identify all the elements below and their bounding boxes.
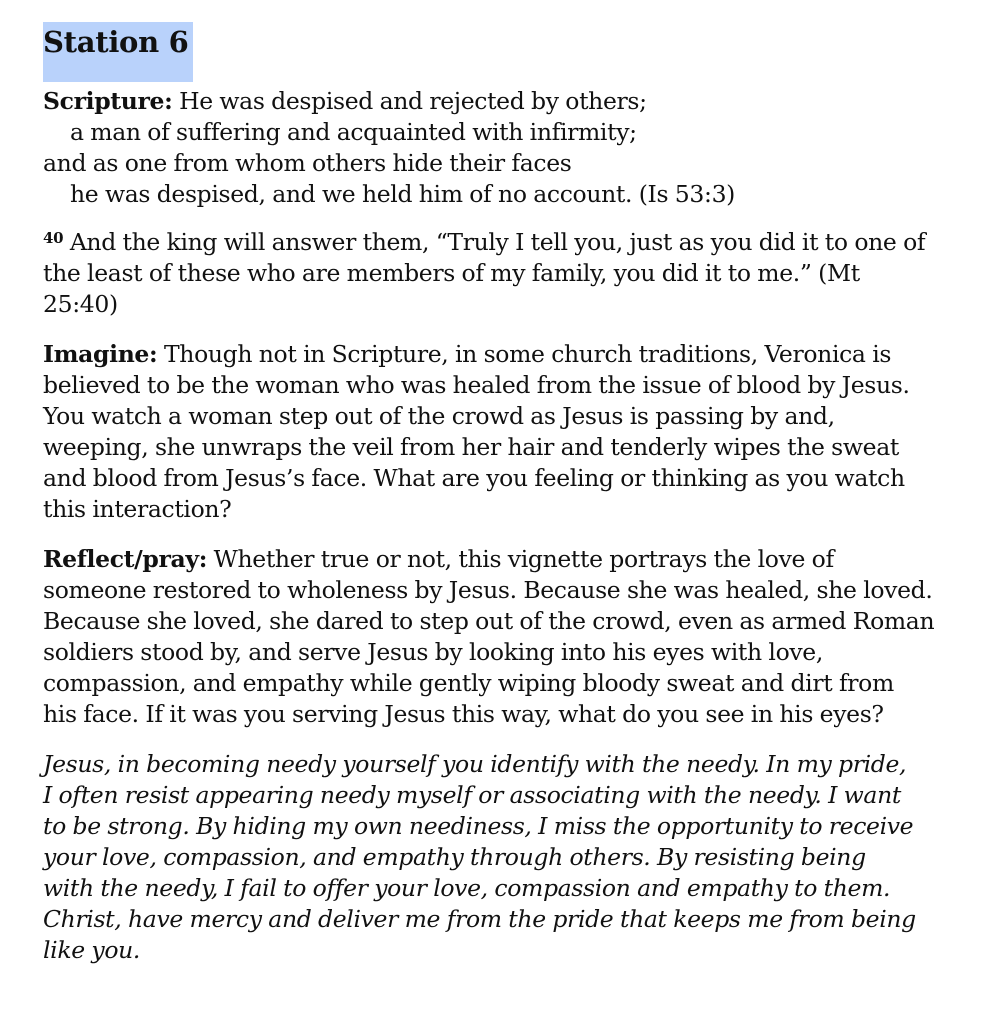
reflect-label: Reflect/pray:: [43, 545, 208, 573]
prayer-line: Christ, have mercy and deliver me from the pride that keeps me from being: [43, 905, 916, 933]
imagine-line: You watch a woman step out of the crowd as Jesus is passing by and,: [43, 402, 835, 430]
imagine-line: this interaction?: [43, 495, 232, 523]
imagine-text: Though not in Scripture, in some church traditions, Veronica is: [163, 340, 892, 368]
matthew-text: And the king will answer them, “Truly I tell you, just as you did it to one of: [69, 228, 926, 256]
matthew-paragraph: [43, 227, 973, 320]
reflect-line: soldiers stood by, and serve Jesus by looking into his eyes with love,: [43, 638, 823, 666]
scripture-line: and as one from whom others hide their faces: [43, 149, 572, 177]
scripture-paragraph: [43, 86, 973, 210]
scripture-line: a man of suffering and acquainted with infirmity;: [70, 118, 637, 146]
reflect-paragraph: [43, 544, 973, 730]
prayer-line: like you.: [43, 936, 141, 964]
prayer-line: your love, compassion, and empathy through others. By resisting being: [43, 843, 866, 871]
imagine-line: [43, 339, 973, 370]
station-heading: Station 6: [43, 25, 189, 59]
prayer-line: I often resist appearing needy myself or associating with the needy. I want: [43, 781, 901, 809]
reflect-line: compassion, and empathy while gently wiping bloody sweat and dirt from: [43, 669, 894, 697]
imagine-line: believed to be the woman who was healed from the issue of blood by Jesus.: [43, 371, 910, 399]
prayer-paragraph: [43, 749, 973, 966]
matthew-line: 25:40): [43, 290, 118, 318]
scripture-line: he was despised, and we held him of no account. (Is 53:3): [70, 180, 735, 208]
reflect-line: someone restored to wholeness by Jesus. Because she was healed, she loved.: [43, 576, 933, 604]
reflect-line: [43, 544, 973, 575]
prayer-line: to be strong. By hiding my own neediness, I miss the opportunity to receive: [43, 812, 914, 840]
matthew-line: the least of these who are members of my family, you did it to me.” (Mt: [43, 259, 860, 287]
imagine-line: weeping, she unwraps the veil from her hair and tenderly wipes the sweat: [43, 433, 899, 461]
scripture-line: [43, 86, 973, 117]
scripture-text: He was despised and rejected by others;: [179, 87, 647, 115]
verse-number: 40: [43, 229, 64, 247]
imagine-paragraph: [43, 339, 973, 525]
prayer-line: Jesus, in becoming needy yourself you identify with the needy. In my pride,: [43, 750, 907, 778]
document-page: [43, 22, 973, 966]
reflect-line: Because she loved, she dared to step out of the crowd, even as armed Roman: [43, 607, 935, 635]
imagine-line: and blood from Jesus’s face. What are you feeling or thinking as you watch: [43, 464, 905, 492]
reflect-line: his face. If it was you serving Jesus this way, what do you see in his eyes?: [43, 700, 884, 728]
prayer-line: with the needy, I fail to offer your love, compassion and empathy to them.: [43, 874, 891, 902]
scripture-label: Scripture:: [43, 87, 173, 115]
reflect-text: Whether true or not, this vignette portrays the love of: [213, 545, 834, 573]
imagine-label: Imagine:: [43, 340, 158, 368]
station-heading-highlight: [43, 22, 193, 82]
matthew-line: [43, 227, 973, 258]
